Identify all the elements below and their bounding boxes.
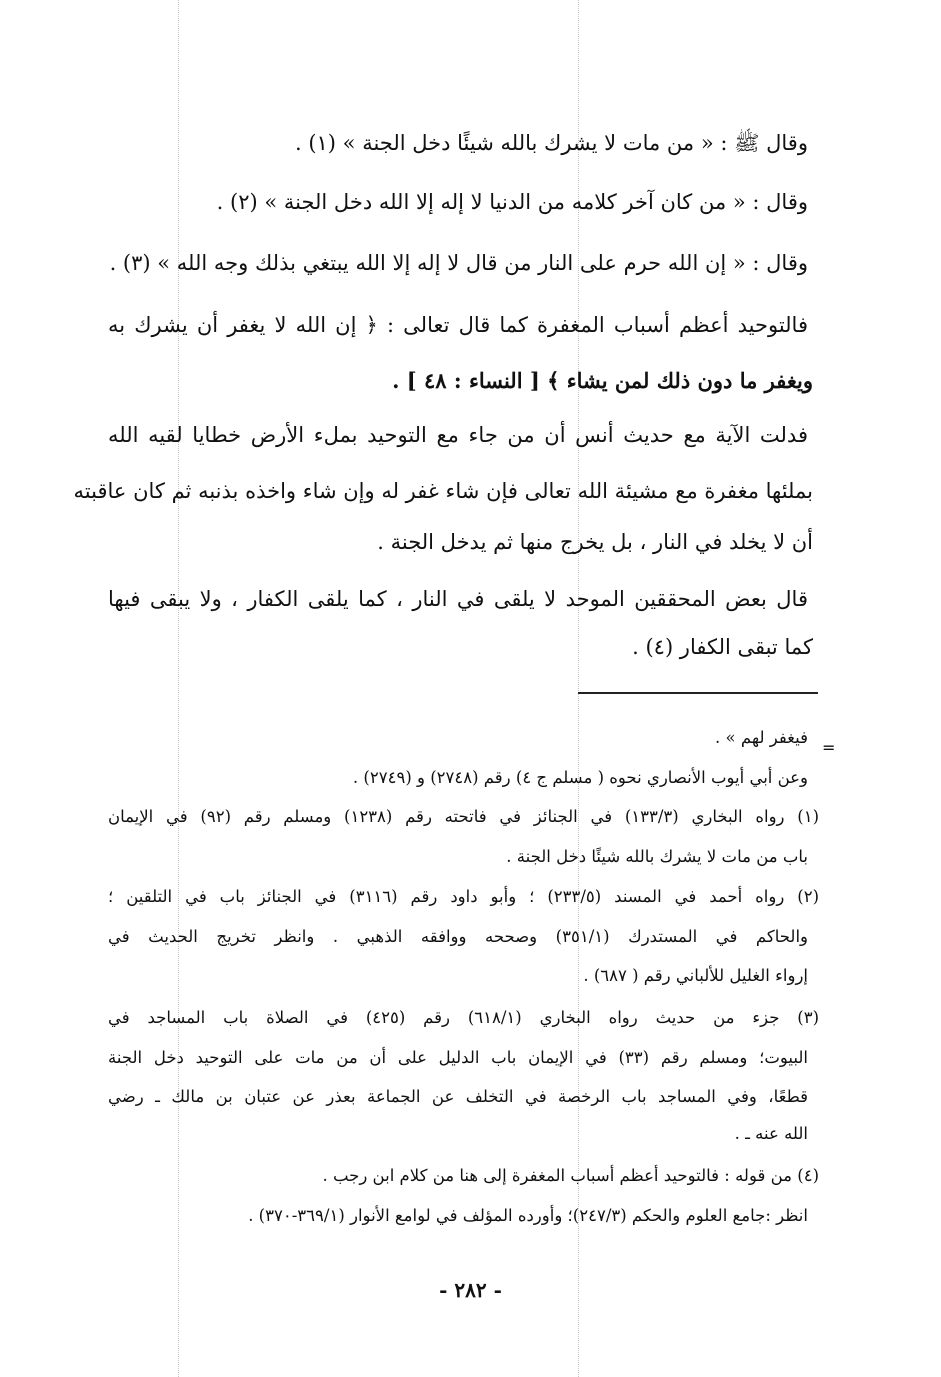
text-line: قال بعض المحققين الموحد لا يلقى في النار ، كما يلقى الكفار ، ولا يبقى فيها xyxy=(108,587,808,611)
footnote-line: وعن أبي أيوب الأنصاري نحوه ( مسلم ج ٤) رقم (٢٧٤٨) و (٢٧٤٩) . xyxy=(352,768,808,787)
footnote-line: قطعًا، وفي المساجد باب الرخصة في التخلف عن الجماعة بعذر عن عتبان بن مالك ـ رضي xyxy=(108,1087,808,1106)
text-line: أن لا يخلد في النار ، بل يخرج منها ثم يدخل الجنة . xyxy=(377,530,813,554)
footnote-line: باب من مات لا يشرك بالله شيئًا دخل الجنة . xyxy=(506,847,808,866)
text-line: وقال : « إن الله حرم على النار من قال لا إله إلا الله يبتغي بذلك وجه الله » (٣) . xyxy=(109,251,808,275)
text-line: فدلت الآية مع حديث أنس أن من جاء مع التوحيد بملء الأرض خطايا لقيه الله xyxy=(108,423,808,447)
footnote-line: (٢) رواه أحمد في المسند (٢٣٣/٥) ؛ وأبو داود رقم (٣١١٦) في الجنائز باب في التلقين ؛ xyxy=(108,887,819,906)
footnote-line: إرواء الغليل للألباني رقم ( ٦٨٧) . xyxy=(583,966,808,985)
text-line: بملئها مغفرة مع مشيئة الله تعالى فإن شاء غفر له وإن شاء واخذه بذنبه ثم كان عاقبته xyxy=(73,479,813,503)
text-line: وقال ﷺ : « من مات لا يشرك بالله شيئًا دخل الجنة » (١) . xyxy=(294,131,808,155)
footnote-line: (٤) من قوله : فالتوحيد أعظم أسباب المغفرة إلى هنا من كلام ابن رجب . xyxy=(322,1166,819,1185)
footnote-line: انظر :جامع العلوم والحكم (٢٤٧/٣)؛ وأورده المؤلف في لوامع الأنوار (٣٦٩/١-٣٧٠) . xyxy=(248,1206,808,1225)
footnote-line: فيغفر لهم » . xyxy=(715,728,808,747)
page-number: - ٢٨٢ - xyxy=(439,1278,502,1302)
footnote-separator xyxy=(578,692,818,694)
footnote-line: والحاكم في المستدرك (٣٥١/١) وصححه ووافقه الذهبي . وانظر تخريج الحديث في xyxy=(108,927,808,946)
text-line: وقال : « من كان آخر كلامه من الدنيا لا إله إلا الله دخل الجنة » (٢) . xyxy=(216,190,808,214)
text-line: كما تبقى الكفار (٤) . xyxy=(632,635,813,659)
text-line: ويغفر ما دون ذلك لمن يشاء ﴾ [ النساء : ٤٨ ] . xyxy=(392,368,813,393)
text-line: فالتوحيد أعظم أسباب المغفرة كما قال تعالى : ﴿ إن الله لا يغفر أن يشرك به xyxy=(108,313,808,337)
footnote-line: الله عنه ـ . xyxy=(734,1124,808,1143)
footnote-line: (١) رواه البخاري (١٣٣/٣) في الجنائز في فاتحته رقم (١٢٣٨) ومسلم رقم (٩٢) في الإيمان xyxy=(108,807,819,826)
margin-mark: = xyxy=(822,738,836,757)
scan-guide-line xyxy=(178,0,179,1377)
footnote-line: (٣) جزء من حديث رواه البخاري (٦١٨/١) رقم (٤٢٥) في الصلاة باب المساجد في xyxy=(108,1008,819,1027)
footnote-line: البيوت؛ ومسلم رقم (٣٣) في الإيمان باب الدليل على أن من مات على التوحيد دخل الجنة xyxy=(108,1048,808,1067)
